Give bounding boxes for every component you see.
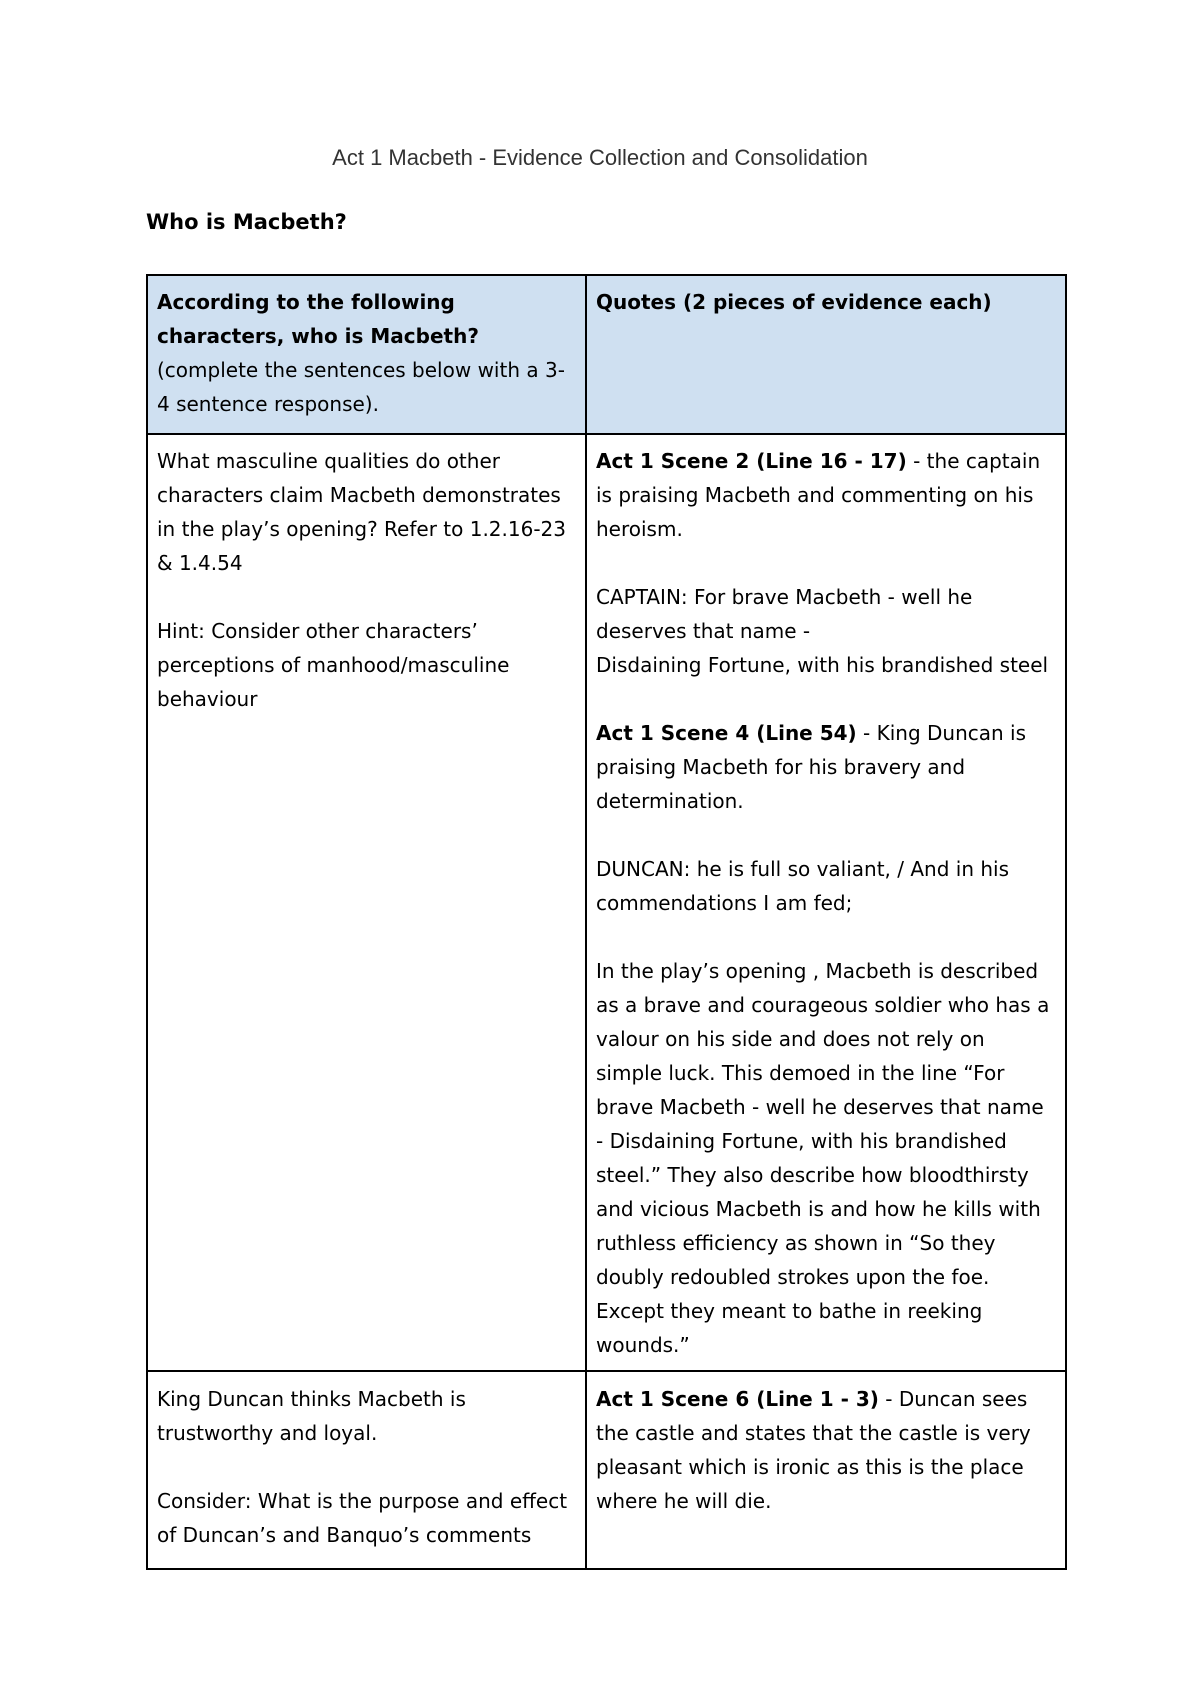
scene-description: - Duncan sees the castle and states that the castle is very pleasant which is ironic as this is the place where he will die. xyxy=(596,1387,1031,1513)
table-row xyxy=(147,1371,1066,1569)
header-quotes-label: Quotes (2 pieces of evidence each) xyxy=(596,290,992,314)
quote-line: Disdaining Fortune, with his brandished steel xyxy=(596,653,1049,677)
evidence-paragraph xyxy=(596,1382,1056,1518)
question-text: What masculine qualities do other characters claim Macbeth demonstrates in the play’s opening? Refer to 1.2.16-23 & 1.4.54 xyxy=(157,449,567,575)
scene-reference: Act 1 Scene 4 (Line 54) xyxy=(596,721,857,745)
question-cell xyxy=(147,1371,586,1569)
scene-description: - King Duncan is praising Macbeth for his bravery and determination. xyxy=(596,721,1027,813)
scene-reference: Act 1 Scene 2 (Line 16 - 17) xyxy=(596,449,907,473)
header-cell-quotes xyxy=(586,275,1066,434)
evidence-cell xyxy=(586,434,1066,1371)
hint-text: Consider: What is the purpose and effect of Duncan’s and Banquo’s comments xyxy=(157,1489,568,1547)
section-heading: Who is Macbeth? xyxy=(146,210,347,234)
table-row xyxy=(147,434,1066,1371)
evidence-paragraph xyxy=(596,444,1056,546)
hint-text: Hint: Consider other characters’ perceptions of manhood/masculine behaviour xyxy=(157,619,510,711)
quote-line: DUNCAN: he is full so valiant, / And in his commendations I am fed; xyxy=(596,857,1010,915)
quote-line: CAPTAIN: For brave Macbeth - well he deserves that name - xyxy=(596,585,973,643)
analysis-paragraph: In the play’s opening , Macbeth is described as a brave and courageous soldier who has a valour on his side and does not rely on simple luck. This demoed in the line “For brave Macbeth - well he deserves that name - Disdaining Fortune, with his brandished steel.” They also describe how bloodthirsty and vicious Macbeth is and how he kills with ruthless efficiency as shown in “So they doubly redoubled strokes upon the foe. Except they meant to bathe in reeking wounds.” xyxy=(596,959,1050,1357)
question-text: King Duncan thinks Macbeth is trustworthy and loyal. xyxy=(157,1387,466,1445)
document-title: Act 1 Macbeth - Evidence Collection and Consolidation xyxy=(332,145,868,170)
evidence-cell xyxy=(586,1371,1066,1569)
scene-description: - the captain is praising Macbeth and commenting on his heroism. xyxy=(596,449,1041,541)
question-cell xyxy=(147,434,586,1371)
header-cell-characters xyxy=(147,275,586,434)
evidence-paragraph xyxy=(596,716,1056,818)
header-instruction: (complete the sentences below with a 3-4 sentence response). xyxy=(157,358,565,416)
table-header-row xyxy=(147,275,1066,434)
scene-reference: Act 1 Scene 6 (Line 1 - 3) xyxy=(596,1387,879,1411)
header-question: According to the following characters, who is Macbeth? xyxy=(157,290,479,348)
evidence-table xyxy=(146,274,1067,1570)
